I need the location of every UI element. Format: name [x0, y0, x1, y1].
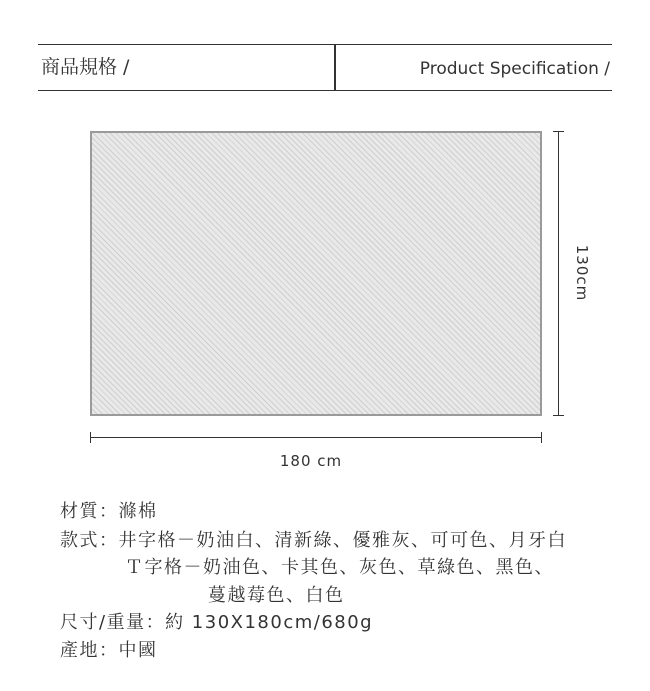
header-divider [334, 45, 336, 90]
header-title-en: Product Specification / [419, 59, 610, 79]
height-dimension-label: 130cm [573, 244, 591, 302]
product-outline-box [90, 131, 542, 416]
spec-styles-line-1: 款式：井字格－奶油白、清新綠、優雅灰、可可色、月牙白 [60, 530, 567, 551]
height-dimension-bottom-cap [553, 415, 564, 416]
width-dimension-left-cap [90, 432, 91, 443]
height-dimension-line [558, 131, 559, 416]
width-dimension-line [90, 437, 542, 438]
spec-size-weight: 尺寸/重量：約 130X180cm/680g [60, 612, 374, 633]
spec-header [38, 44, 612, 91]
spec-material: 材質：滌棉 [60, 501, 158, 522]
spec-origin: 產地：中國 [60, 640, 158, 661]
spec-styles-line-2: Ｔ字格－奶油色、卡其色、灰色、草綠色、黑色、 [125, 557, 554, 578]
height-dimension-top-cap [553, 131, 564, 132]
width-dimension-right-cap [541, 432, 542, 443]
header-title-zh: 商品規格 / [41, 56, 130, 78]
spec-styles-line-3: 蔓越莓色、白色 [208, 585, 345, 606]
width-dimension-label: 180 cm [279, 452, 343, 470]
